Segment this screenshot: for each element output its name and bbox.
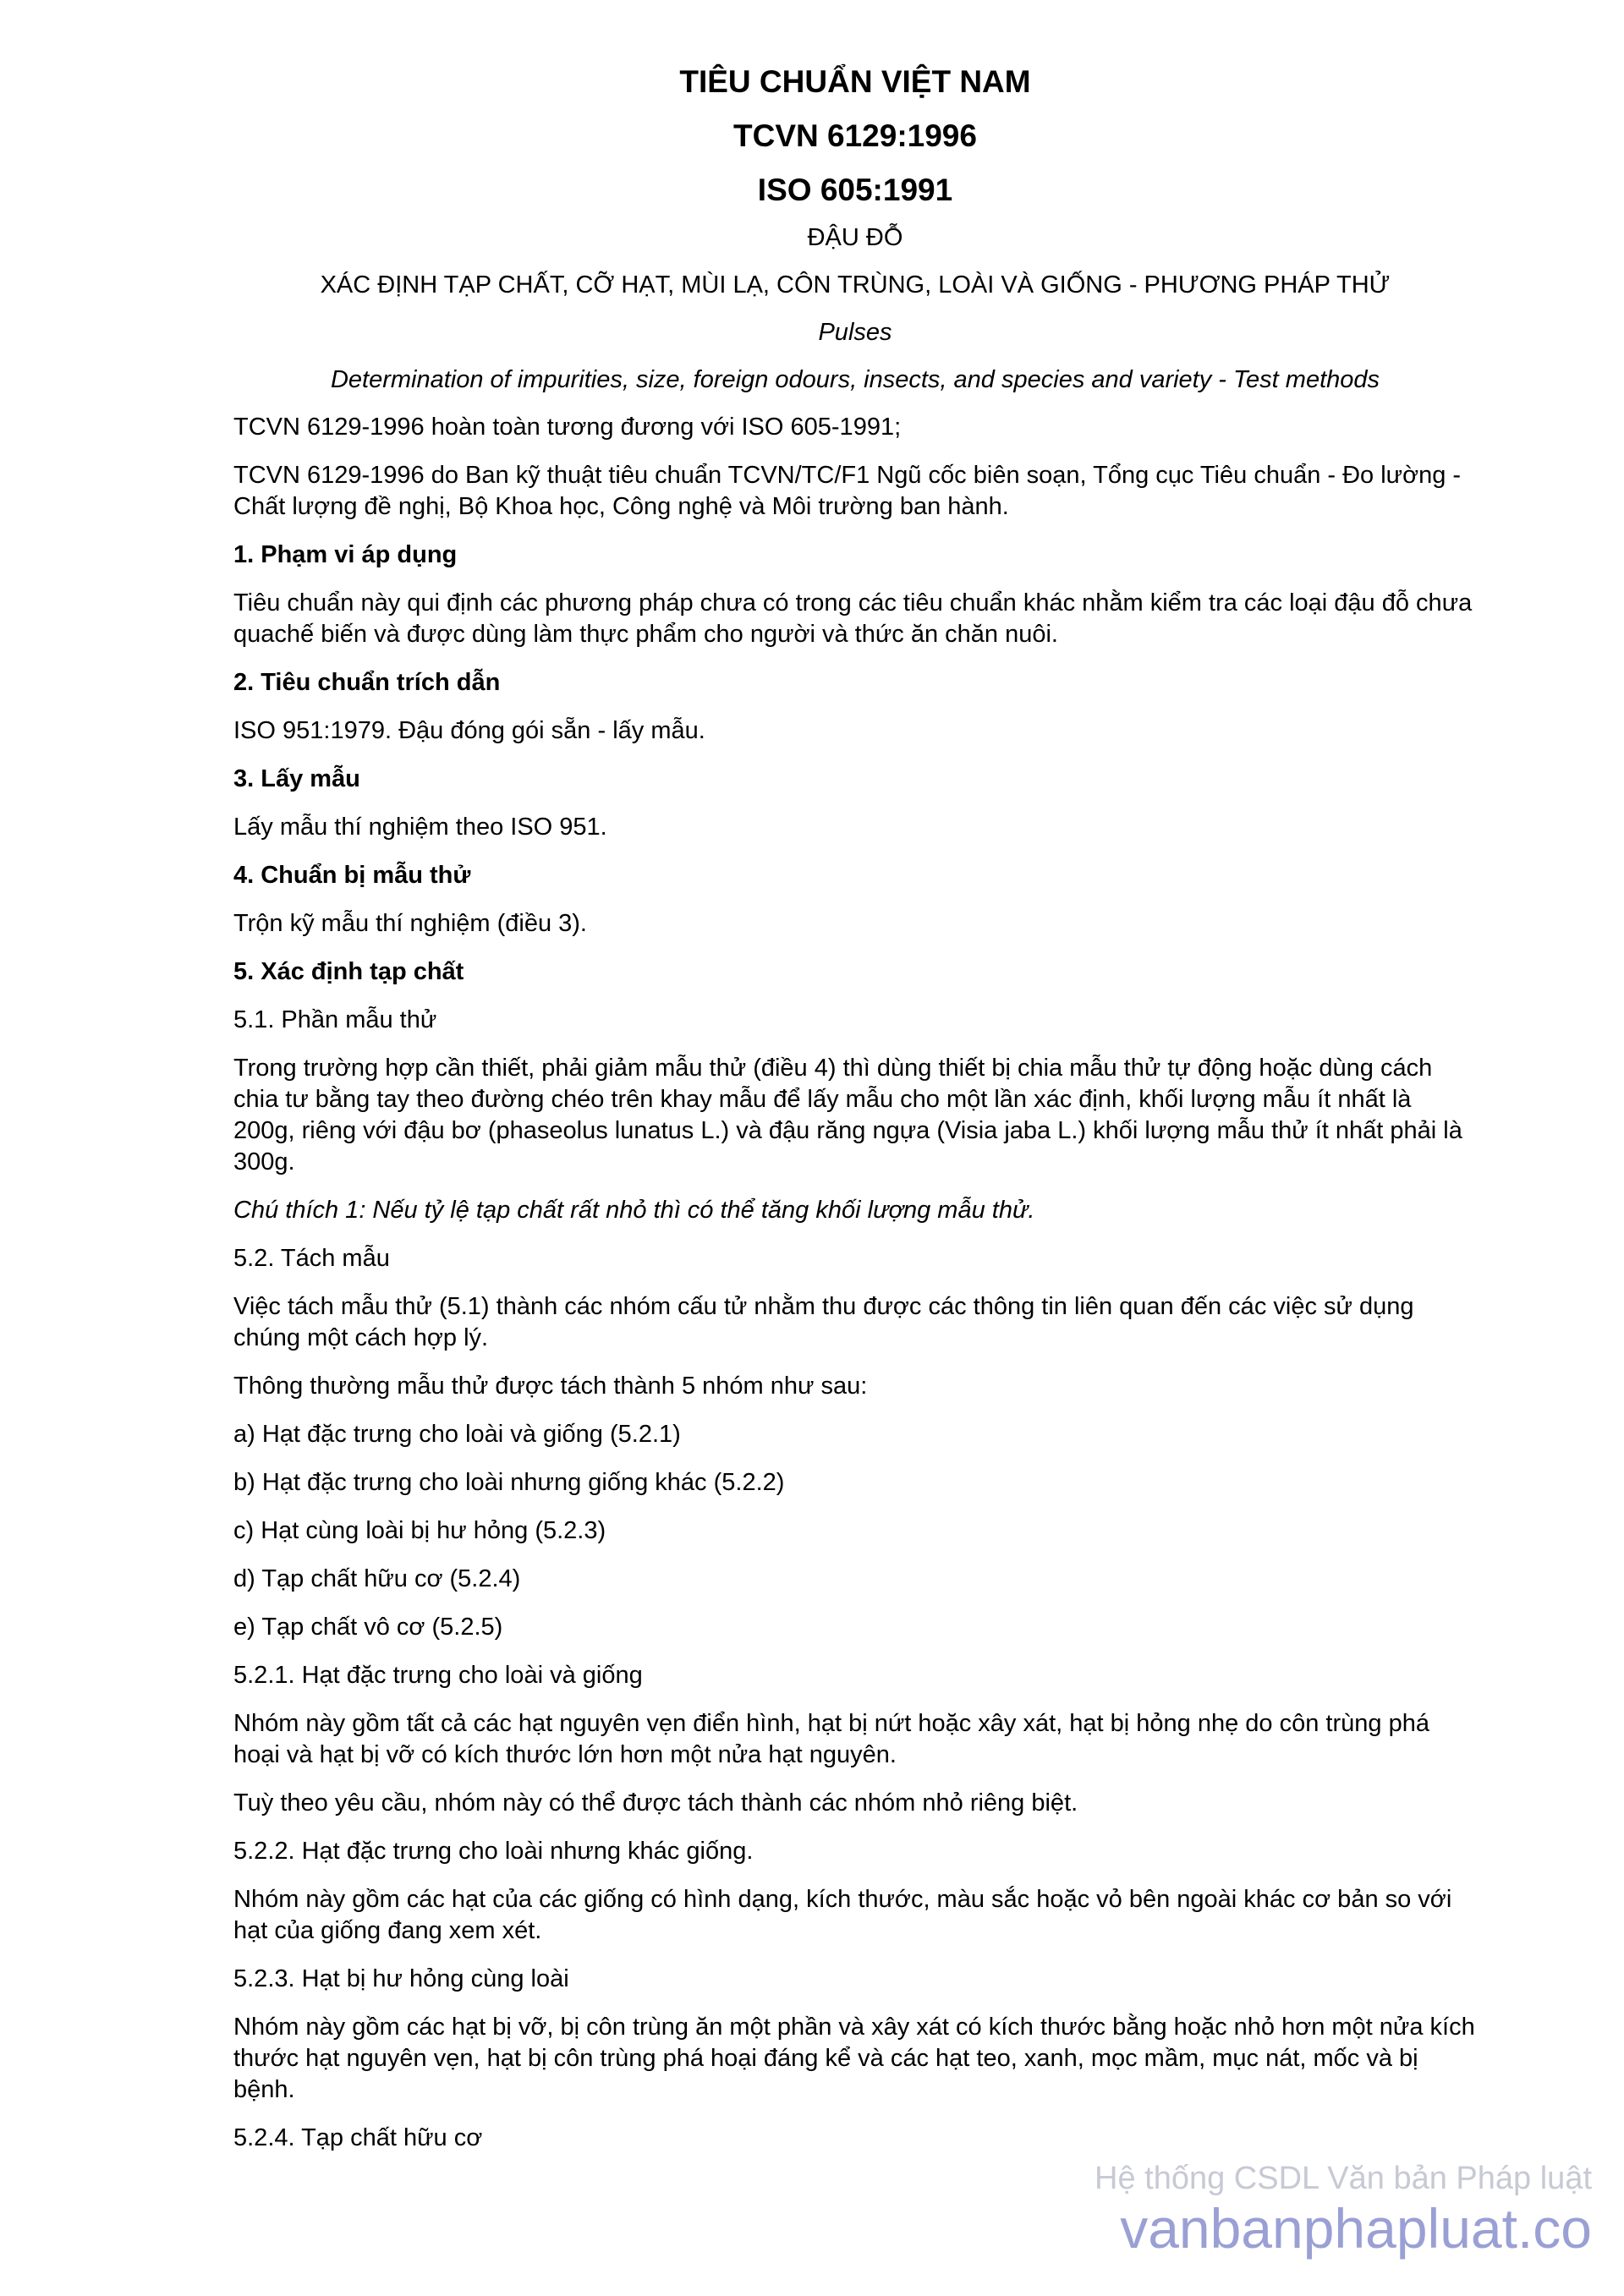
body-paragraph: Tiêu chuẩn này qui định các phương pháp chưa có trong các tiêu chuẩn khác nhằm kiểm tra các loại đậu đỗ chưa quachế biến và được dùng làm thực phẩm cho người và thức ăn chăn nuôi. <box>233 589 1473 648</box>
body-paragraph: Thông thường mẫu thử được tách thành 5 nhóm như sau: <box>233 1373 868 1400</box>
body-paragraph: 5.2.2. Hạt đặc trưng cho loài nhưng khác giống. <box>233 1838 754 1865</box>
body-paragraph: Lấy mẫu thí nghiệm theo ISO 951. <box>233 814 607 841</box>
iso-number-heading: ISO 605:1991 <box>757 173 953 207</box>
body-paragraph: Trong trường hợp cần thiết, phải giảm mẫu thử (điều 4) thì dùng thiết bị chia mẫu thử tự động hoặc dùng cách chia tư bằng tay theo đường chéo trên khay mẫu để lấy mẫu cho một lần xác định, khối lượng mẫu ít nhất là 200g, riêng với đậu bơ (phaseolus lunatus L.) và đậu răng ngựa (Visia jaba L.) khối lượng mẫu thử ít nhất phải là 300g. <box>233 1055 1462 1175</box>
body-paragraph: c) Hạt cùng loài bị hư hỏng (5.2.3) <box>233 1517 606 1544</box>
body-paragraph: 5.2.1. Hạt đặc trưng cho loài và giống <box>233 1662 643 1689</box>
document-subtitle-en: Determination of impurities, size, foreign odours, insects, and species and variety - Test methods <box>330 366 1380 393</box>
body-paragraph: d) Tạp chất hữu cơ (5.2.4) <box>233 1565 521 1592</box>
body-paragraph: 5.2.4. Tạp chất hữu cơ <box>233 2124 483 2151</box>
body-paragraph: TCVN 6129-1996 do Ban kỹ thuật tiêu chuẩn TCVN/TC/F1 Ngũ cốc biên soạn, Tổng cục Tiêu chuẩn - Đo lường - Chất lượng đề nghị, Bộ Khoa học, Công nghệ và Môi trường ban hành. <box>233 462 1462 520</box>
body-paragraph: 5.2.3. Hạt bị hư hỏng cùng loài <box>233 1965 569 1992</box>
body-paragraph: Tuỳ theo yêu cầu, nhóm này có thể được tách thành các nhóm nhỏ riêng biệt. <box>233 1789 1078 1817</box>
section-heading: 2. Tiêu chuẩn trích dẫn <box>233 669 501 696</box>
body-paragraph: a) Hạt đặc trưng cho loài và giống (5.2.1) <box>233 1421 681 1448</box>
body-paragraph: Trộn kỹ mẫu thí nghiệm (điều 3). <box>233 910 587 937</box>
section-heading: 5. Xác định tạp chất <box>233 958 464 985</box>
body-paragraph: Nhóm này gồm tất cả các hạt nguyên vẹn điển hình, hạt bị nứt hoặc xây xát, hạt bị hỏng nhẹ do côn trùng phá hoại và hạt bị vỡ có kích thước lớn hơn một nửa hạt nguyên. <box>233 1710 1429 1768</box>
document-title-vi: ĐẬU ĐỖ <box>807 224 903 251</box>
document-page <box>233 63 1477 2171</box>
section-heading: 4. Chuẩn bị mẫu thử <box>233 862 471 889</box>
document-title-en: Pulses <box>818 319 892 346</box>
body-paragraph: 5.2. Tách mẫu <box>233 1245 390 1272</box>
body-paragraph: Nhóm này gồm các hạt của các giống có hình dạng, kích thước, màu sắc hoặc vỏ bên ngoài khác cơ bản so với hạt của giống đang xem xét. <box>233 1886 1452 1944</box>
body-paragraph: TCVN 6129-1996 hoàn toàn tương đương với ISO 605-1991; <box>233 414 902 441</box>
body-paragraph: Nhóm này gồm các hạt bị vỡ, bị côn trùng ăn một phần và xây xát có kích thước bằng hoặc nhỏ hơn một nửa kích thước hạt nguyên vẹn, hạt bị côn trùng phá hoại đáng kể và các hạt teo, xanh, mọc mầm, mục nát, mốc và bị bệnh. <box>233 2014 1475 2103</box>
body-paragraph: ISO 951:1979. Đậu đóng gói sẵn - lấy mẫu. <box>233 717 705 744</box>
body-paragraph: Việc tách mẫu thử (5.1) thành các nhóm cấu tử nhằm thu được các thông tin liên quan đến các việc sử dụng chúng một cách hợp lý. <box>233 1293 1414 1351</box>
body-paragraph: 5.1. Phần mẫu thử <box>233 1006 437 1033</box>
standard-country-heading: TIÊU CHUẨN VIỆT NAM <box>679 64 1031 99</box>
document-body <box>233 412 1477 2154</box>
note-paragraph: Chú thích 1: Nếu tỷ lệ tạp chất rất nhỏ thì có thể tăng khối lượng mẫu thử. <box>233 1197 1035 1224</box>
watermark-site: vanbanphapluat.co <box>1120 2197 1592 2260</box>
watermark-caption: Hệ thống CSDL Văn bản Pháp luật <box>1095 2161 1592 2196</box>
body-paragraph: b) Hạt đặc trưng cho loài nhưng giống khác (5.2.2) <box>233 1469 785 1496</box>
document-subtitle-vi: XÁC ĐỊNH TẠP CHẤT, CỠ HẠT, MÙI LẠ, CÔN TRÙNG, LOÀI VÀ GIỐNG - PHƯƠNG PHÁP THỬ <box>320 271 1391 299</box>
section-heading: 3. Lấy mẫu <box>233 765 360 792</box>
standard-number-heading: TCVN 6129:1996 <box>733 118 977 153</box>
body-paragraph: e) Tạp chất vô cơ (5.2.5) <box>233 1614 503 1641</box>
section-heading: 1. Phạm vi áp dụng <box>233 541 458 568</box>
